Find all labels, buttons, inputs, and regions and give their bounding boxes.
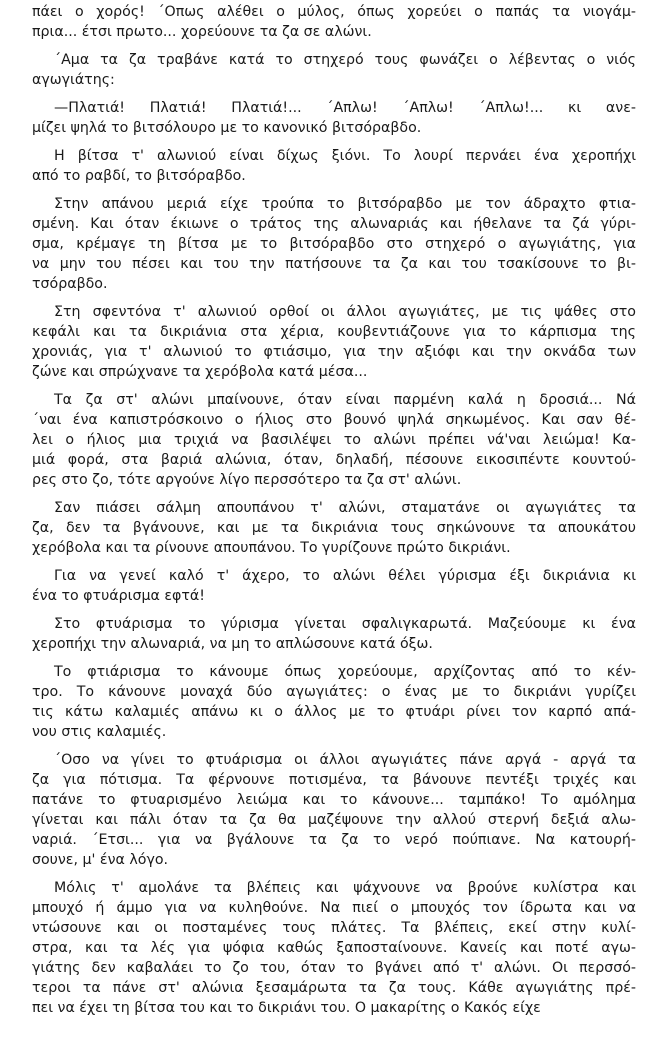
paragraph xyxy=(32,750,636,870)
text-line: πρια... έτσι πρωτο... χορεύουνε τα ζα σε αλώνι. xyxy=(32,24,372,40)
text-line: ζα για πότισμα. Τα φέρνουνε ποτισμένα, τα βάνουνε πεντέξι τριχές και xyxy=(32,772,636,788)
text-line: Στο φτυάρισμα το γύρισμα γίνεται σφαλιγκαρωτά. Μαζεύουμε κι ένα xyxy=(54,616,636,632)
paragraph xyxy=(32,146,636,186)
paragraph xyxy=(32,194,636,294)
text-line: τρο. Το κάνουνε μοναχά δύο αγωγιάτες: ο ένας με το δικριάνι γυρίζει xyxy=(32,684,636,700)
paragraph xyxy=(32,302,636,382)
text-line: ναριά. ΄Ετσι... για να βγάλουνε τα ζα το νερό πούπιανε. Να κατουρή- xyxy=(32,832,636,848)
text-line: μπουχό ή άμμο για να κυληθούνε. Να πιεί ο μπουχός τον ίδρωτα και να xyxy=(32,900,636,916)
text-line: ρες στο ζο, τότε αργούνε λίγο περσσότερο τα ζα στ' αλώνι. xyxy=(32,472,462,488)
text-line: νου στις καλαμιές. xyxy=(32,724,167,740)
text-line: Η βίτσα τ' αλωνιού είναι δίχως ξιόνι. Το λουρί περνάει ένα χεροπήχι xyxy=(54,148,636,164)
paragraph xyxy=(32,50,636,90)
text-line: πει να έχει τη βίτσα του και το δικριάνι του. Ο μακαρίτης ο Κακός είχε xyxy=(32,1000,541,1016)
paragraph xyxy=(32,390,636,490)
text-line: Τα ζα στ' αλώνι μπαίνουνε, όταν είναι παρμένη καλά η δροσιά... Νά xyxy=(54,392,636,408)
text-line: Στην απάνου μεριά είχε τρούπα το βιτσόραβδο με τον άδραχτο φτια- xyxy=(54,196,636,212)
text-line: κεφάλι και τα δικριάνια στα χέρια, κουβεντιάζουνε για το κάρπισμα της xyxy=(32,324,636,340)
text-line: τσόραβδο. xyxy=(32,276,108,292)
text-line: Μόλις τ' αμολάνε τα βλέπεις και ψάχνουνε να βρούνε κυλίστρα και xyxy=(54,880,636,896)
text-line: ντώσουνε και οι ποσταμένες τους πλάτες. Τα βλέπεις, εκεί στην κυλί- xyxy=(32,920,636,936)
text-line: χερόβολα και τα ρίνουνε απουπάνου. Το γυρίζουνε πρώτο δικριάνι. xyxy=(32,540,511,556)
paragraph xyxy=(32,2,636,42)
text-line: Για να γενεί καλό τ' άχερο, το αλώνι θέλει γύρισμα έξι δικριάνια κι xyxy=(54,568,636,584)
text-line: τεροι τα πάνε στ' αλώνια ξεσαμάρωτα τα ζα τους. Κάθε αγωγιάτης πρέ- xyxy=(32,980,636,996)
text-line: πάει ο χορός! ΄Οπως αλέθει ο μύλος, όπως χορεύει ο παπάς τα νιογάμ- xyxy=(32,4,636,20)
text-line: στρα, και τα λές για ψόφια καθώς ξαποσταίνουνε. Κανείς και ποτέ αγω- xyxy=(32,940,636,956)
text-line: πατάνε το φτυαρισμένο λειώμα και το κάνουνε... ταμπάκο! Το αμόλημα xyxy=(32,792,636,808)
text-line: γίνεται και πάλι όταν τα ζα θα μαζέψουνε την αλλού στερνή δεξιά αλω- xyxy=(32,812,636,828)
text-line: από το ραβδί, το βιτσόραβδο. xyxy=(32,168,246,184)
text-line: —Πλατιά! Πλατιά! Πλατιά!... ΄Απλω! ΄Απλω! ΄Απλω!... κι ανε- xyxy=(54,100,636,116)
text-line: ΄Οσο να γίνει το φτυάρισμα οι άλλοι αγωγιάτες πάνε αργά - αργά τα xyxy=(54,752,636,768)
text-line: ζα, δεν τα βγάνουνε, και με τα δικριάνια τους σηκώνουνε τα απουκάτου xyxy=(32,520,636,536)
paragraph xyxy=(32,566,636,606)
text-line: Σαν πιάσει σάλμη απουπάνου τ' αλώνι, σταματάνε οι αγωγιάτες τα xyxy=(54,500,636,516)
paragraph xyxy=(32,98,636,138)
text-line: ένα το φτυάρισμα εφτά! xyxy=(32,588,205,604)
text-line: Στη σφεντόνα τ' αλωνιού ορθοί οι άλλοι αγωγιάτες, με τις ψάθες στο xyxy=(54,304,636,320)
text-line: τις κάτω καλαμιές απάνω κι ο άλλος με το φτυάρι ρίνει τον καρπό απά- xyxy=(32,704,636,720)
text-line: μίζει ψηλά το βιτσόλουρο με το κανονικό βιτσόραβδο. xyxy=(32,120,422,136)
paragraph xyxy=(32,498,636,558)
text-line: αγωγιάτης: xyxy=(32,72,115,88)
text-line: χεροπήχι την αλωναριά, να μη το απλώσουνε κατά όξω. xyxy=(32,636,433,652)
paragraph xyxy=(32,662,636,742)
text-line: σουνε, μ' ένα λόγο. xyxy=(32,852,169,868)
document-page xyxy=(32,2,636,1026)
text-line: να μην του πέσει και του την πατήσουνε τα ζα και του τσακίσουνε το βι- xyxy=(32,256,636,272)
text-line: ΄Αμα τα ζα τραβάνε κατά το στηχερό τους φωνάζει ο λέβεντας ο νιός xyxy=(54,52,636,68)
text-line: σμα, κρέμαγε τη βίτσα με το βιτσόραβδο στο στηχερό ο αγωγιάτης, για xyxy=(32,236,636,252)
text-line: Το φτιάρισμα το κάνουμε όπως χορεύουμε, αρχίζοντας από το κέν- xyxy=(54,664,636,680)
text-line: χρονιάς, για τ' αλωνιού το φτιάσιμο, για την αξιόφι και την οκνάδα των xyxy=(32,344,636,360)
text-line: σμένη. Και όταν έκιωνε ο τράτος της αλωναριάς και ήθελανε τα ζά γύρι- xyxy=(32,216,636,232)
text-line: ζώνε και σπρώχνανε τα χερόβολα κατά μέσα... xyxy=(32,364,368,380)
text-line: ΄ναι ένα καπιστρόσκοινο ο ήλιος στο βουνό ψηλά σηκωμένος. Και σαν θέ- xyxy=(32,412,636,428)
paragraph xyxy=(32,878,636,1018)
paragraph xyxy=(32,614,636,654)
text-line: λει ο ήλιος μια τριχιά να βασιλέψει το αλώνι πρέπει νά'ναι λειώμα! Κα- xyxy=(32,432,636,448)
text-line: μιά φορά, στα βαριά αλώνια, όταν, δηλαδή, πέσουνε εικοσιπέντε κουντού- xyxy=(32,452,636,468)
text-line: γιάτης δεν καβαλάει το ζο του, όταν το βγάνει από τ' αλώνι. Οι περσσό- xyxy=(32,960,636,976)
